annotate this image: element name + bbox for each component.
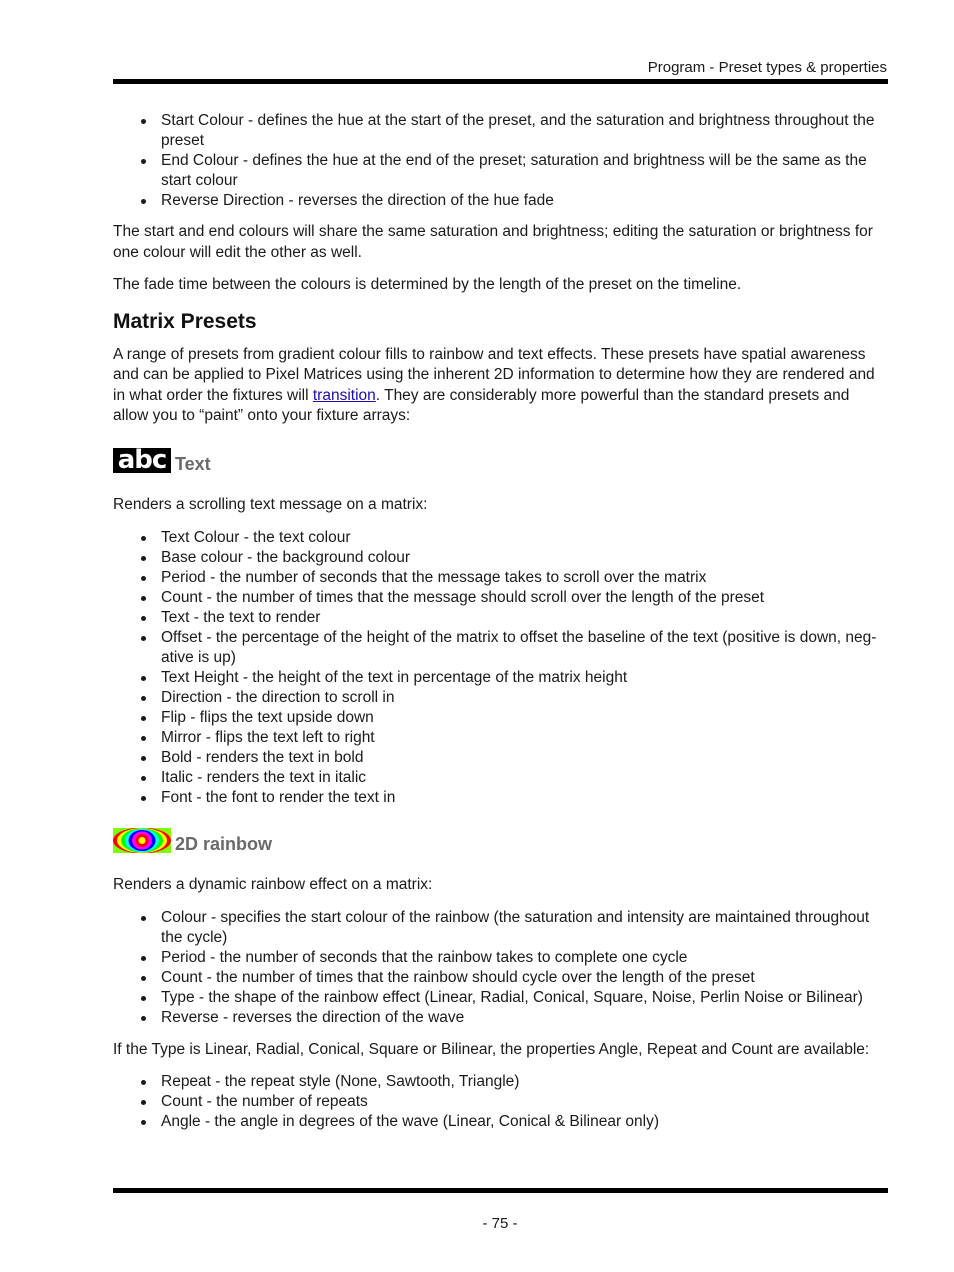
bullet-icon bbox=[141, 1080, 146, 1085]
bullet-icon bbox=[141, 596, 146, 601]
list-item: Base colour - the background colour bbox=[113, 548, 888, 568]
bullet-icon bbox=[141, 536, 146, 541]
bullet-icon bbox=[141, 119, 146, 124]
list-item: Text Colour - the text colour bbox=[113, 528, 888, 548]
list-item: Start Colour - defines the hue at the start of the preset, and the saturation and brightness throughout the preset bbox=[113, 111, 888, 151]
list-item: End Colour - defines the hue at the end of the preset; saturation and brightness will be the same as the start colour bbox=[113, 151, 888, 191]
bullet-icon bbox=[141, 956, 146, 961]
page-number: - 75 - bbox=[482, 1215, 518, 1232]
list-item: Text Height - the height of the text in percentage of the matrix height bbox=[113, 668, 888, 688]
bullet-icon bbox=[141, 996, 146, 1001]
bullet-icon bbox=[141, 556, 146, 561]
list-item: Period - the number of seconds that the rainbow takes to complete one cycle bbox=[113, 948, 888, 968]
matrix-presets-heading: Matrix Presets bbox=[113, 309, 257, 333]
bullet-icon bbox=[141, 916, 146, 921]
text-preset-bullet-list bbox=[113, 528, 888, 808]
intro-bullet-list bbox=[113, 111, 888, 211]
footer-rule bbox=[113, 1188, 888, 1193]
list-item: Font - the font to render the text in bbox=[113, 788, 888, 808]
list-item: Count - the number of times that the rainbow should cycle over the length of the preset bbox=[113, 968, 888, 988]
list-item: Flip - flips the text upside down bbox=[113, 708, 888, 728]
list-item: Period - the number of seconds that the message takes to scroll over the matrix bbox=[113, 568, 888, 588]
transition-link[interactable]: transition bbox=[312, 386, 376, 404]
page-content bbox=[113, 111, 888, 1132]
rainbow-preset-intro: Renders a dynamic rainbow effect on a matrix: bbox=[113, 876, 433, 893]
list-item: Angle - the angle in degrees of the wave (Linear, Conical & Bilinear only) bbox=[113, 1112, 888, 1132]
list-item: Mirror - flips the text left to right bbox=[113, 728, 888, 748]
shared-saturation-paragraph: The start and end colours will share the same saturation and brightness; editing the saturation or brightness for one colour will edit the other as well. bbox=[113, 223, 873, 261]
bullet-icon bbox=[141, 616, 146, 621]
list-item: Direction - the direction to scroll in bbox=[113, 688, 888, 708]
bullet-icon bbox=[141, 1016, 146, 1021]
bullet-icon bbox=[141, 576, 146, 581]
list-item: Reverse - reverses the direction of the wave bbox=[113, 1008, 888, 1028]
bullet-icon bbox=[141, 1100, 146, 1105]
list-item: Text - the text to render bbox=[113, 608, 888, 628]
bullet-icon bbox=[141, 199, 146, 204]
list-item: Repeat - the repeat style (None, Sawtooth, Triangle) bbox=[113, 1072, 888, 1092]
bullet-icon bbox=[141, 776, 146, 781]
text-preset-intro: Renders a scrolling text message on a matrix: bbox=[113, 495, 428, 513]
text-preset-icon: abc bbox=[113, 448, 171, 473]
rainbow-preset-icon bbox=[113, 828, 171, 853]
fade-time-paragraph: The fade time between the colours is determined by the length of the preset on the timeline. bbox=[113, 276, 742, 293]
bullet-icon bbox=[141, 796, 146, 801]
list-item: Type - the shape of the rainbow effect (Linear, Radial, Conical, Square, Noise, Perlin Noise or Bilinear) bbox=[113, 988, 888, 1008]
bullet-icon bbox=[141, 676, 146, 681]
text-preset-heading bbox=[113, 444, 888, 475]
bullet-icon bbox=[141, 159, 146, 164]
text-preset-title: Text bbox=[175, 453, 211, 474]
rainbow-type-paragraph: If the Type is Linear, Radial, Conical, Square or Bilinear, the properties Angle, Repeat and Count are available: bbox=[113, 1040, 870, 1058]
rainbow-preset-heading bbox=[113, 828, 888, 853]
list-item: Colour - specifies the start colour of the rainbow (the saturation and intensity are maintained throughout the cycle) bbox=[113, 908, 888, 948]
bullet-icon bbox=[141, 696, 146, 701]
rainbow-preset-title: 2D rainbow bbox=[175, 834, 273, 854]
bullet-icon bbox=[141, 756, 146, 761]
bullet-icon bbox=[141, 716, 146, 721]
rainbow-preset-bullet-list bbox=[113, 908, 888, 1028]
page-header-title: Program - Preset types & properties bbox=[647, 59, 887, 76]
bullet-icon bbox=[141, 976, 146, 981]
list-item: Count - the number of repeats bbox=[113, 1092, 888, 1112]
rainbow-type-bullet-list bbox=[113, 1072, 888, 1132]
header-rule bbox=[113, 79, 888, 84]
list-item: Reverse Direction - reverses the direction of the hue fade bbox=[113, 191, 888, 211]
list-item: Offset - the percentage of the height of the matrix to offset the baseline of the text (positive is down, negative is up) bbox=[113, 628, 888, 668]
list-item: Italic - renders the text in italic bbox=[113, 768, 888, 788]
bullet-icon bbox=[141, 736, 146, 741]
list-item: Bold - renders the text in bold bbox=[113, 748, 888, 768]
bullet-icon bbox=[141, 1120, 146, 1125]
list-item: Count - the number of times that the message should scroll over the length of the preset bbox=[113, 588, 888, 608]
matrix-presets-paragraph: A range of presets from gradient colour fills to rainbow and text effects. These presets have spatial awareness and can be applied to Pixel Matrices using the inherent 2D information to determine how they are rendered and in what order the fixtures will transition. They are considerably more powerful than the standard presets and allow you to “paint” onto your fixture arrays: bbox=[113, 345, 875, 424]
bullet-icon bbox=[141, 636, 146, 641]
